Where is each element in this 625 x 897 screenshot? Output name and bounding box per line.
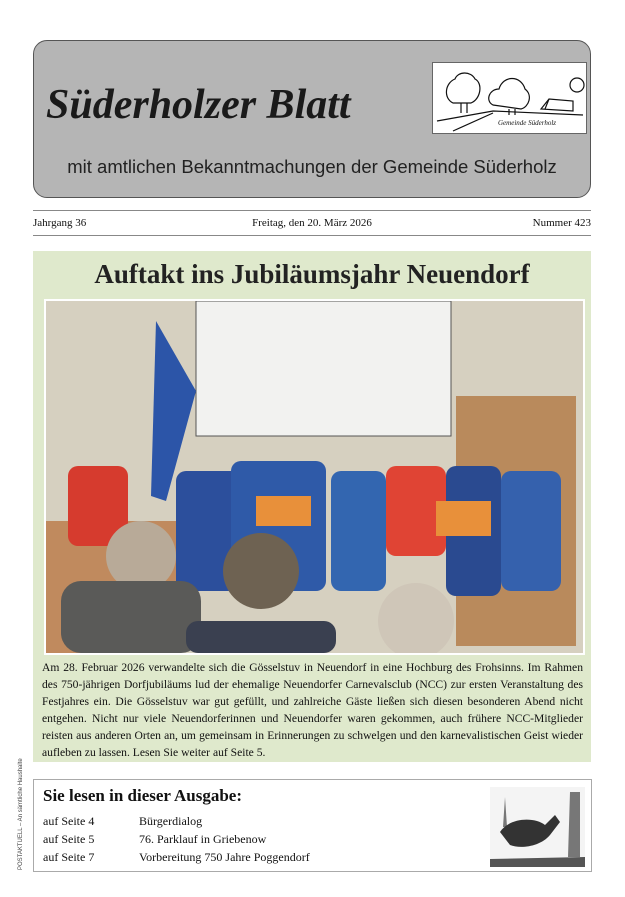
article-headline: Auftakt ins Jubiläumsjahr Neuendorf bbox=[94, 259, 530, 289]
goat-illustration bbox=[490, 787, 585, 867]
newspaper-subtitle: mit amtlichen Bekanntmachungen der Gemeinde Süderholz bbox=[67, 156, 557, 177]
issue-date: Freitag, den 20. März 2026 bbox=[252, 217, 372, 229]
article-photo bbox=[44, 299, 585, 655]
article-body: Am 28. Februar 2026 verwandelte sich die Gösselstuv in Neuendorf in eine Hochburg des Frohsinns. Im Rahmen des 750-jährigen Dorfjubiläums lud der ehemalige Neuendorfer Carnevalsclub (NCC) zur ersten Veranstaltung des Festjahres ein. Die Gösselstuv war gut gefüllt, und zahlreiche Gäste ließen sich diesen besonderen Abend nicht entgehen. Nicht nur viele Neuendorferinnen und Neuendorfer waren gekommen, auch frühere NCC-Mitglieder reisten aus anderen Orten an, um gemeinsam in Erinnerungen zu schwelgen und den karnevalistischen Geist wieder aufleben zu lassen. Lesen Sie weiter auf Seite 5. bbox=[42, 661, 583, 759]
toc-title: 76. Parklauf in Griebenow bbox=[139, 832, 267, 846]
toc-item[interactable] bbox=[43, 850, 310, 865]
toc-page: auf Seite 4 bbox=[43, 814, 95, 828]
toc-item[interactable] bbox=[43, 814, 202, 829]
toc-title: Bürgerdialog bbox=[139, 814, 203, 828]
toc-page: auf Seite 7 bbox=[43, 850, 95, 864]
logo-text: Gemeinde Süderholz bbox=[498, 119, 556, 127]
toc-heading: Sie lesen in dieser Ausgabe: bbox=[43, 786, 242, 805]
toc-item[interactable] bbox=[43, 832, 266, 847]
toc-title: Vorbereitung 750 Jahre Poggendorf bbox=[139, 850, 310, 864]
toc-page: auf Seite 5 bbox=[43, 832, 95, 846]
municipality-logo bbox=[432, 62, 587, 134]
volume: Jahrgang 36 bbox=[33, 217, 87, 229]
issue-number: Nummer 423 bbox=[532, 217, 591, 229]
masthead bbox=[33, 40, 591, 198]
newspaper-title: Süderholzer Blatt bbox=[46, 82, 351, 128]
dateline bbox=[33, 210, 591, 236]
postal-note: POSTAKTUELL – An sämtliche Haushalte bbox=[18, 758, 24, 870]
table-of-contents bbox=[33, 779, 592, 872]
lead-article bbox=[33, 251, 591, 762]
